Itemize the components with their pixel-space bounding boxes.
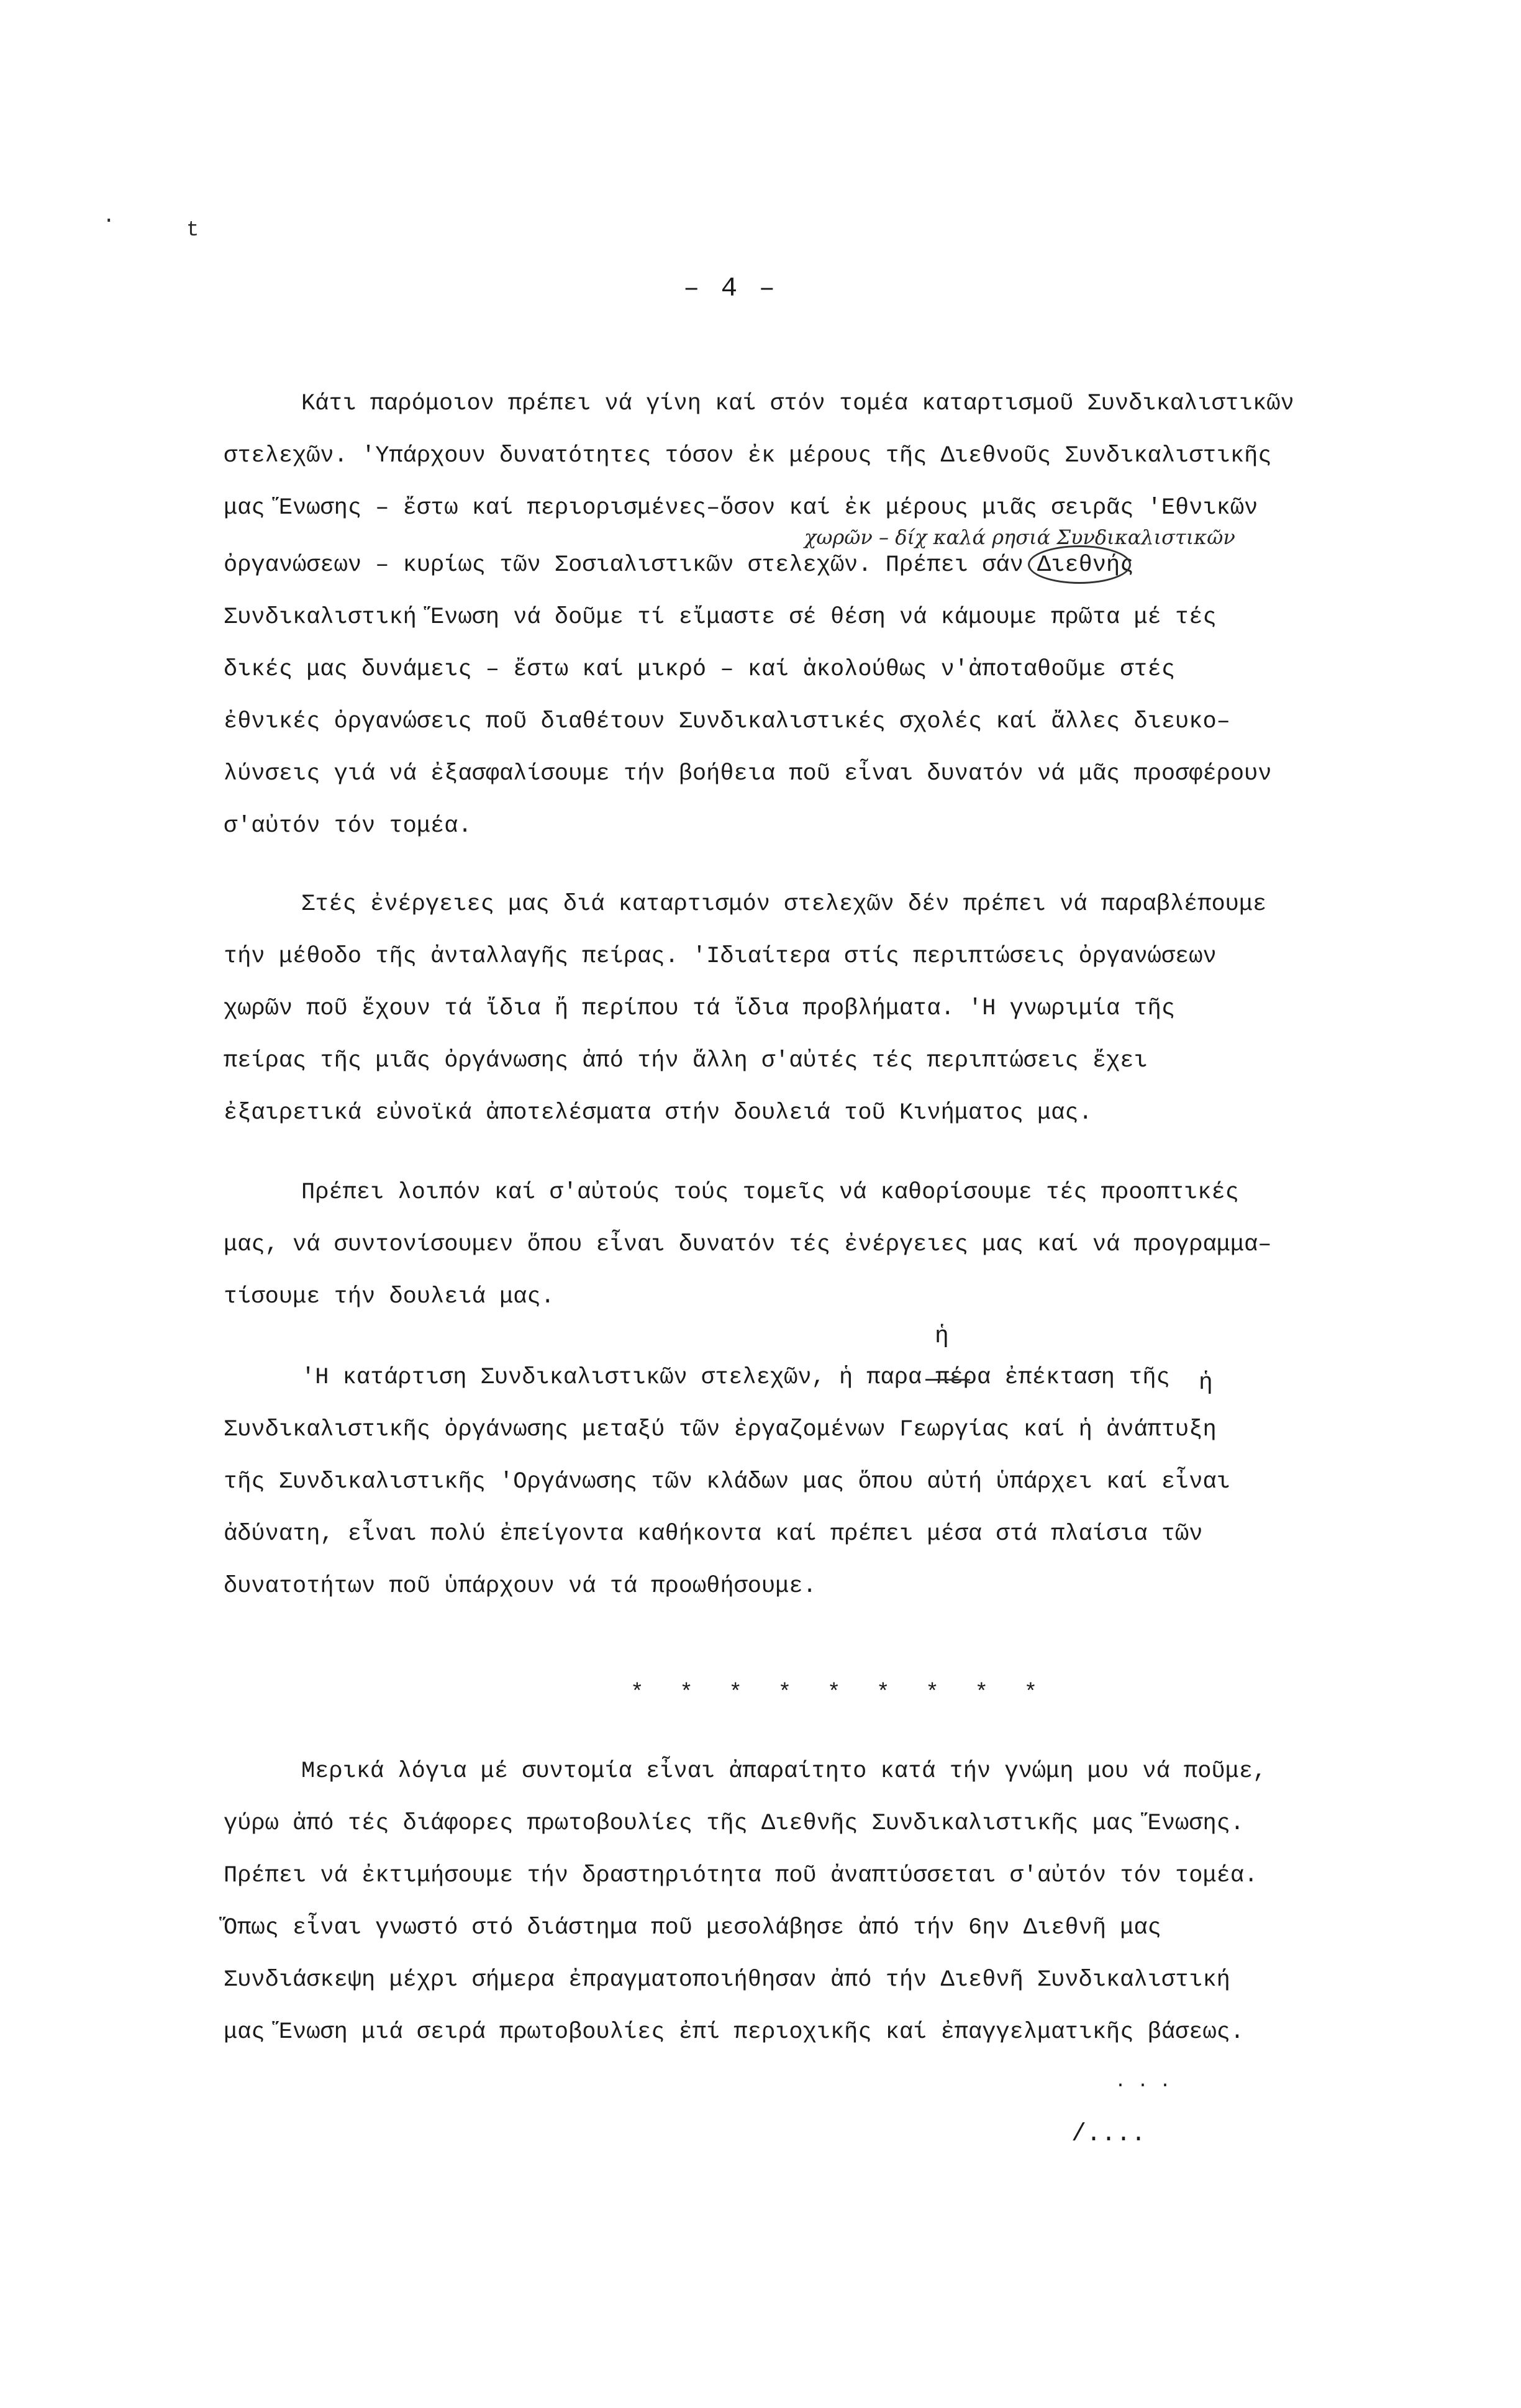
text-line: Κάτι παρόμοιον πρέπει νά γίνη καί στόν τομέα καταρτισμοῦ Συνδικαλιστικῶν <box>301 391 1294 417</box>
text-line: γύρω ἀπό τές διάφορες πρωτοβουλίες τῆς Διεθνῆς Συνδικαλιστικῆς μας Ἕνωσης. <box>224 1811 1245 1837</box>
text-line: σ'αὐτόν τόν τομέα. <box>224 813 472 839</box>
continuation-mark: /.... <box>1071 2120 1146 2148</box>
text-line: ἀδύνατη, εἶναι πολύ ἐπείγοντα καθήκοντα καί πρέπει μέσα στά πλαίσια τῶν <box>224 1521 1203 1547</box>
text-line: πείρας τῆς μιᾶς ὀργάνωσης ἀπό τήν ἄλλη σ'αὐτές τές περιπτώσεις ἔχει <box>224 1048 1148 1074</box>
text-line: λύνσεις γιά νά ἐξασφαλίσουμε τήν βοήθεια ποῦ εἶναι δυνατόν νά μᾶς προσφέρουν <box>224 761 1272 787</box>
text-line: τῆς Συνδικαλιστικῆς 'Οργάνωσης τῶν κλάδων μας ὅπου αὐτή ὑπάρχει καί εἶναι <box>224 1469 1230 1495</box>
text-line: τήν μέθοδο τῆς ἀνταλλαγῆς πείρας. 'Ιδιαίτερα στίς περιπτώσεις ὀργανώσεων <box>224 943 1217 970</box>
page-number: – 4 – <box>683 273 778 304</box>
text-line: Στές ἐνέργειες μας διά καταρτισμόν στελεχῶν δέν πρέπει νά παραβλέπουμε <box>301 891 1267 917</box>
handwritten-overwrite-mark: ἡ <box>1199 1370 1213 1396</box>
text-line: δικές μας δυνάμεις – ἔστω καί μικρό – καί ἀκολούθως ν'ἀποταθοῦμε στές <box>224 657 1176 683</box>
text-line: ἐθνικές ὀργανώσεις ποῦ διαθέτουν Συνδικαλιστικές σχολές καί ἄλλες διευκο– <box>224 709 1230 735</box>
handwritten-circle-mark <box>1028 545 1131 584</box>
continuation-dots: . . . <box>1115 2071 1171 2092</box>
text-line: στελεχῶν. 'Υπάρχουν δυνατότητες τόσον ἐκ μέρους τῆς Διεθνοῦς Συνδικαλιστικῆς <box>224 443 1272 469</box>
text-line: ἐξαιρετικά εὐνοϊκά ἀποτελέσματα στήν δουλειά τοῦ Κινήματος μας. <box>224 1100 1092 1126</box>
text-line: Συνδιάσκεψη μέχρι σήμερα ἐπραγματοποιήθησαν ἀπό τήν Διεθνῆ Συνδικαλιστική <box>224 1967 1230 1993</box>
text-line: τίσουμε τήν δουλειά μας. <box>224 1284 555 1310</box>
text-line: ὀργανώσεων – κυρίως τῶν Σοσιαλιστικῶν στελεχῶν. Πρέπει σάν Διεθνής <box>224 552 1134 578</box>
text-line: χωρῶν ποῦ ἔχουν τά ἴδια ἤ περίπου τά ἴδια προβλήματα. 'Η γνωριμία τῆς <box>224 996 1176 1022</box>
text-line: Πρέπει νά ἐκτιμήσουμε τήν δραστηριότητα ποῦ ἀναπτύσσεται σ'αὐτόν τόν τομέα. <box>224 1863 1258 1889</box>
text-line: Ὅπως εἶναι γνωστό στό διάστημα ποῦ μεσολάβησε ἀπό τήν 6ην Διεθνῆ μας <box>224 1915 1161 1941</box>
text-line: Πρέπει λοιπόν καί σ'αὐτούς τούς τομεῖς νά καθορίσουμε τές προοπτικές <box>301 1179 1239 1206</box>
handwritten-overwrite-mark: ἡ <box>935 1323 949 1350</box>
text-line: δυνατοτήτων ποῦ ὑπάρχουν νά τά προωθήσουμε. <box>224 1573 817 1599</box>
text-line: Συνδικαλιστική Ἕνωση νά δοῦμε τί εἴμαστε σέ θέση νά κάμουμε πρῶτα μέ τές <box>224 604 1217 630</box>
text-line: Συνδικαλιστικῆς ὀργάνωσης μεταξύ τῶν ἐργαζομένων Γεωργίας καί ἡ ἀνάπτυξη <box>224 1417 1217 1443</box>
text-line: μας Ἕνωση μιά σειρά πρωτοβουλίες ἐπί περιοχικῆς καί ἐπαγγελματικῆς βάσεως. <box>224 2019 1245 2045</box>
text-line: Μερικά λόγια μέ συντομία εἶναι ἀπαραίτητο κατά τήν γνώμη μου νά ποῦμε, <box>301 1758 1267 1784</box>
scan-speck: . <box>102 205 116 229</box>
strike-mark <box>925 1379 970 1381</box>
handwritten-insertion: χωρῶν – δίχ καλά ρησιά Συνδικαλιστικῶν <box>804 525 1235 549</box>
text-line: μας, νά συντονίσουμεν ὅπου εἶναι δυνατόν τές ἐνέργειες μας καί νά προγραμμα– <box>224 1232 1272 1258</box>
text-line: μας Ἕνωσης – ἔστω καί περιορισμένες–ὅσον καί ἐκ μέρους μιᾶς σειρᾶς 'Εθνικῶν <box>224 495 1258 521</box>
section-separator: * * * * * * * * * <box>630 1680 1049 1706</box>
text-line: 'Η κατάρτιση Συνδικαλιστικῶν στελεχῶν, ἡ παρα πέρα ἐπέκταση τῆς <box>301 1365 1170 1391</box>
scan-speck: t <box>186 219 199 242</box>
